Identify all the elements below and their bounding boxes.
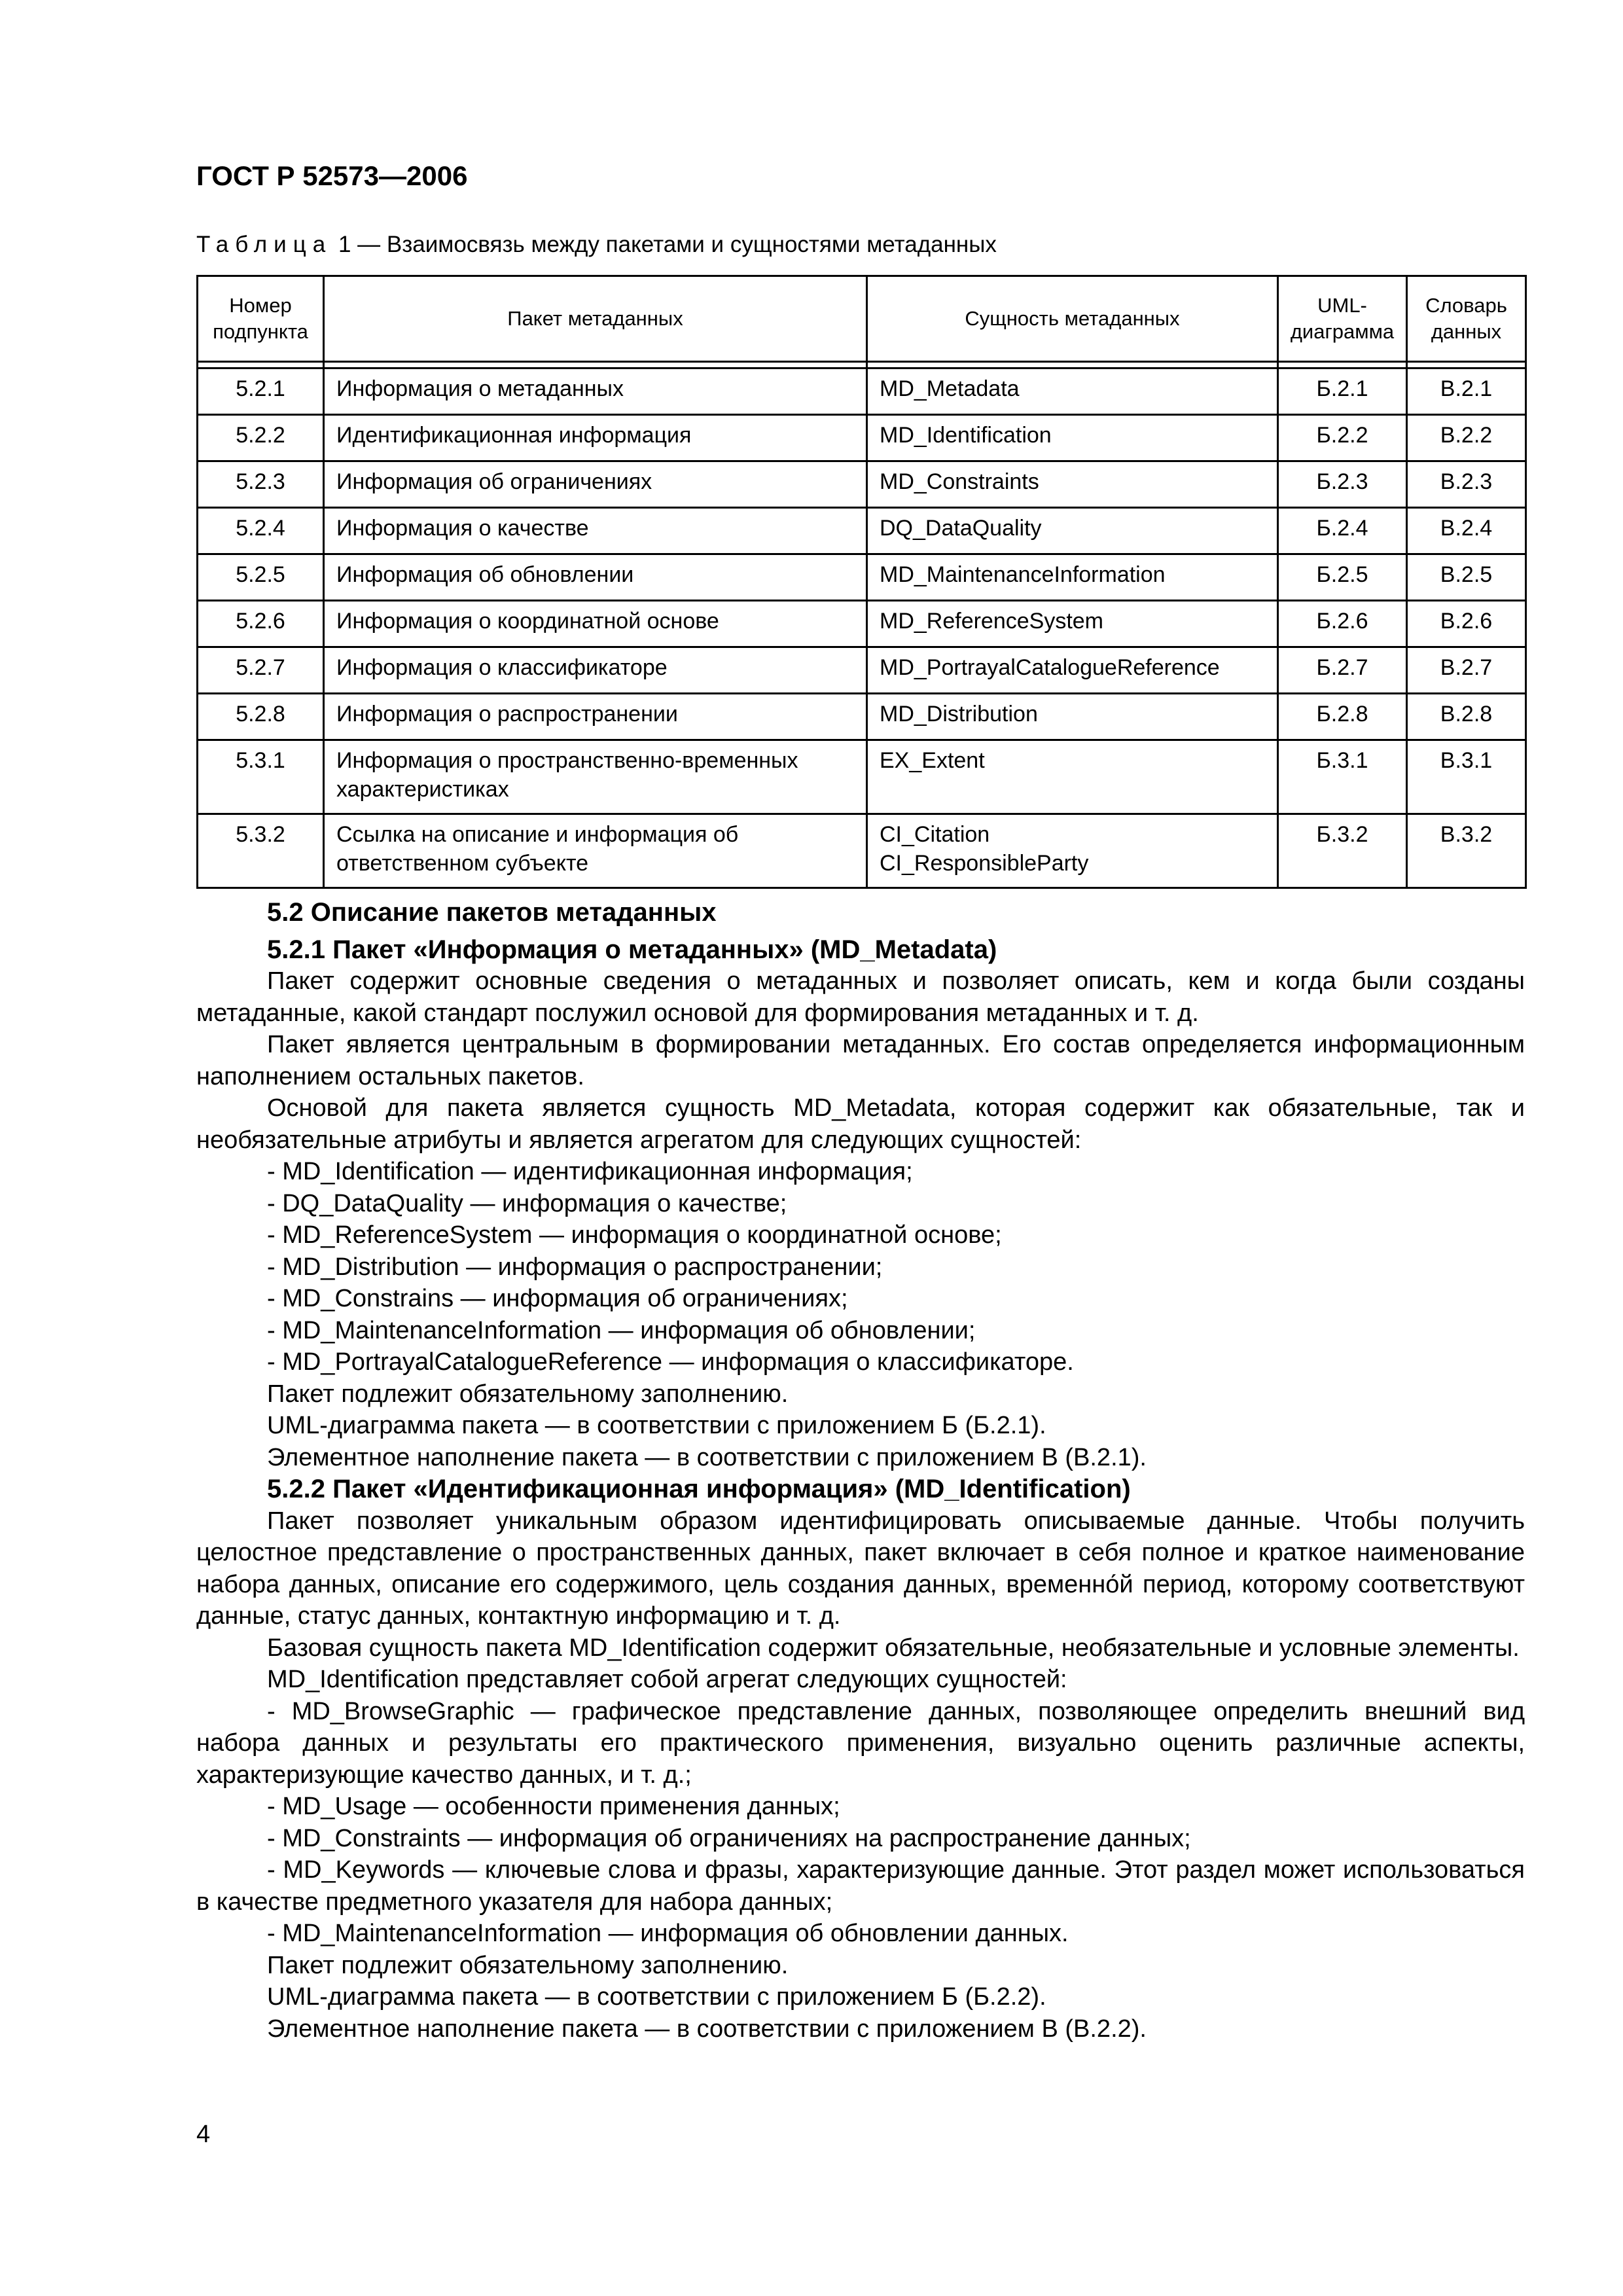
cell-uml: Б.2.3 <box>1278 461 1407 508</box>
cell-number: 5.2.3 <box>198 461 324 508</box>
cell-uml: Б.2.1 <box>1278 368 1407 415</box>
cell-entity: EX_Extent <box>867 740 1278 814</box>
paragraph: Пакет подлежит обязательному заполнению. <box>267 1951 789 1979</box>
cell-package: Ссылка на описание и информация об ответственном субъекте <box>324 814 867 888</box>
cell-uml: Б.2.7 <box>1278 647 1407 694</box>
paragraph: Пакет позволяет уникальным образом идентифицировать описываемые данные. Чтобы получить целостное представление о пространственных данных, пакет включает в себя полное и краткое наименование набора данных, описание его содержимого, цель создания данных, временно́й период, которому соответствуют данные, статус данных, контактную информацию и т. д. <box>196 1507 1525 1630</box>
cell-dictionary: В.2.7 <box>1407 647 1526 694</box>
table-row <box>198 368 1526 415</box>
cell-dictionary: В.3.1 <box>1407 740 1526 814</box>
document-header: ГОСТ Р 52573—2006 <box>196 160 468 191</box>
cell-number: 5.2.7 <box>198 647 324 694</box>
paragraph: Базовая сущность пакета MD_Identification содержит обязательные, необязательные и условные элементы. <box>267 1634 1520 1662</box>
cell-package: Информация о качестве <box>324 508 867 554</box>
cell-package: Информация о метаданных <box>324 368 867 415</box>
list-item: - MD_ReferenceSystem — информация о координатной основе; <box>267 1221 1002 1249</box>
cell-uml: Б.2.8 <box>1278 694 1407 740</box>
cell-number: 5.2.5 <box>198 554 324 601</box>
cell-uml: Б.2.2 <box>1278 415 1407 461</box>
cell-number: 5.3.1 <box>198 740 324 814</box>
cell-dictionary: В.2.8 <box>1407 694 1526 740</box>
table-row <box>198 554 1526 601</box>
table-header-gap <box>198 362 1526 368</box>
cell-entity <box>867 814 1278 888</box>
cell-entity: DQ_DataQuality <box>867 508 1278 554</box>
cell-dictionary: В.2.6 <box>1407 601 1526 647</box>
table-caption <box>196 232 997 258</box>
cell-entity: MD_MaintenanceInformation <box>867 554 1278 601</box>
table-row <box>198 508 1526 554</box>
cell-entity: MD_Constraints <box>867 461 1278 508</box>
list-item: - DQ_DataQuality — информация о качестве; <box>267 1189 787 1217</box>
list-item: - MD_Identification — идентификационная информация; <box>267 1158 913 1185</box>
cell-uml: Б.2.4 <box>1278 508 1407 554</box>
cell-package: Идентификационная информация <box>324 415 867 461</box>
cell-uml: Б.3.2 <box>1278 814 1407 888</box>
paragraph: Пакет подлежит обязательному заполнению. <box>267 1380 789 1408</box>
paragraph: MD_Identification представляет собой агрегат следующих сущностей: <box>267 1666 1067 1693</box>
table-header-row <box>198 276 1526 362</box>
paragraph: Элементное наполнение пакета — в соответствии с приложением В (В.2.1). <box>267 1443 1147 1471</box>
list-item: - MD_Constraints — информация об ограничениях на распространение данных; <box>267 1824 1191 1852</box>
cell-package: Информация о координатной основе <box>324 601 867 647</box>
paragraph: UML-диаграмма пакета — в соответствии с приложением Б (Б.2.1). <box>267 1412 1046 1439</box>
cell-dictionary: В.2.5 <box>1407 554 1526 601</box>
table-row <box>198 415 1526 461</box>
cell-number: 5.2.1 <box>198 368 324 415</box>
section-title: 5.2 Описание пакетов метаданных <box>267 898 717 927</box>
body-text <box>196 897 1525 2045</box>
cell-uml: Б.3.1 <box>1278 740 1407 814</box>
paragraph: Пакет содержит основные сведения о метаданных и позволяет описать, кем и когда были созданы метаданные, какой стандарт послужил основой для формирования метаданных и т. д. <box>196 967 1525 1027</box>
col-header-entity: Сущность метаданных <box>867 276 1278 362</box>
list-item: - MD_Usage — особенности применения данных; <box>267 1793 840 1820</box>
cell-number: 5.2.4 <box>198 508 324 554</box>
paragraph: Основой для пакета является сущность MD_Metadata, которая содержит как обязательные, так и необязательные атрибуты и является агрегатом для следующих сущностей: <box>196 1094 1525 1154</box>
cell-uml: Б.2.6 <box>1278 601 1407 647</box>
table-caption-text: 1 — Взаимосвязь между пакетами и сущностями метаданных <box>338 232 997 257</box>
list-item: - MD_Constrains — информация об ограничениях; <box>267 1285 848 1312</box>
cell-entity: MD_PortrayalCatalogueReference <box>867 647 1278 694</box>
paragraph: Пакет является центральным в формировании метаданных. Его состав определяется информационным наполнением остальных пакетов. <box>196 1031 1525 1090</box>
subsection-title-5-2-2: 5.2.2 Пакет «Идентификационная информация» (MD_Identification) <box>267 1475 1131 1503</box>
cell-dictionary: В.2.4 <box>1407 508 1526 554</box>
table-row <box>198 740 1526 814</box>
page-number: 4 <box>196 2121 211 2148</box>
list-item: - MD_Distribution — информация о распространении; <box>267 1253 883 1281</box>
cell-package: Информация о классификаторе <box>324 647 867 694</box>
cell-dictionary: В.3.2 <box>1407 814 1526 888</box>
cell-entity-line-1: CI_Citation <box>880 822 990 847</box>
cell-entity: MD_Identification <box>867 415 1278 461</box>
list-item: - MD_Keywords — ключевые слова и фразы, характеризующие данные. Этот раздел может использоваться в качестве предметного указателя для набора данных; <box>196 1856 1525 1916</box>
paragraph: Элементное наполнение пакета — в соответствии с приложением В (В.2.2). <box>267 2015 1147 2043</box>
cell-entity-line-2: CI_ResponsibleParty <box>880 851 1089 876</box>
subsection-title-5-2-1: 5.2.1 Пакет «Информация о метаданных» (MD_Metadata) <box>267 935 997 964</box>
paragraph: UML-диаграмма пакета — в соответствии с приложением Б (Б.2.2). <box>267 1983 1046 2011</box>
cell-package: Информация об обновлении <box>324 554 867 601</box>
table-row <box>198 601 1526 647</box>
table-row <box>198 647 1526 694</box>
cell-package: Информация об ограничениях <box>324 461 867 508</box>
cell-dictionary: В.2.3 <box>1407 461 1526 508</box>
table-row <box>198 694 1526 740</box>
cell-dictionary: В.2.2 <box>1407 415 1526 461</box>
cell-package: Информация о распространении <box>324 694 867 740</box>
cell-entity: MD_ReferenceSystem <box>867 601 1278 647</box>
col-header-dictionary: Словарь данных <box>1407 276 1526 362</box>
cell-dictionary: В.2.1 <box>1407 368 1526 415</box>
cell-number: 5.2.2 <box>198 415 324 461</box>
table-row <box>198 461 1526 508</box>
cell-uml: Б.2.5 <box>1278 554 1407 601</box>
list-item: - MD_MaintenanceInformation — информация об обновлении данных. <box>267 1920 1069 1947</box>
list-item: - MD_PortrayalCatalogueReference — информация о классификаторе. <box>267 1348 1074 1376</box>
cell-package: Информация о пространственно-временных характеристиках <box>324 740 867 814</box>
col-header-number: Номер подпункта <box>198 276 324 362</box>
cell-number: 5.2.6 <box>198 601 324 647</box>
col-header-uml: UML-диаграмма <box>1278 276 1407 362</box>
cell-number: 5.3.2 <box>198 814 324 888</box>
list-item: - MD_BrowseGraphic — графическое представление данных, позволяющее определить внешний вид набора данных и результаты его практического применения, визуально оценить различные аспекты, характеризующие качество данных, и т. д.; <box>196 1697 1525 1789</box>
metadata-table <box>196 275 1527 889</box>
cell-entity: MD_Metadata <box>867 368 1278 415</box>
cell-number: 5.2.8 <box>198 694 324 740</box>
table-caption-word: Таблица <box>196 232 332 257</box>
table-row <box>198 814 1526 888</box>
col-header-package: Пакет метаданных <box>324 276 867 362</box>
cell-entity: MD_Distribution <box>867 694 1278 740</box>
list-item: - MD_MaintenanceInformation — информация об обновлении; <box>267 1316 976 1344</box>
